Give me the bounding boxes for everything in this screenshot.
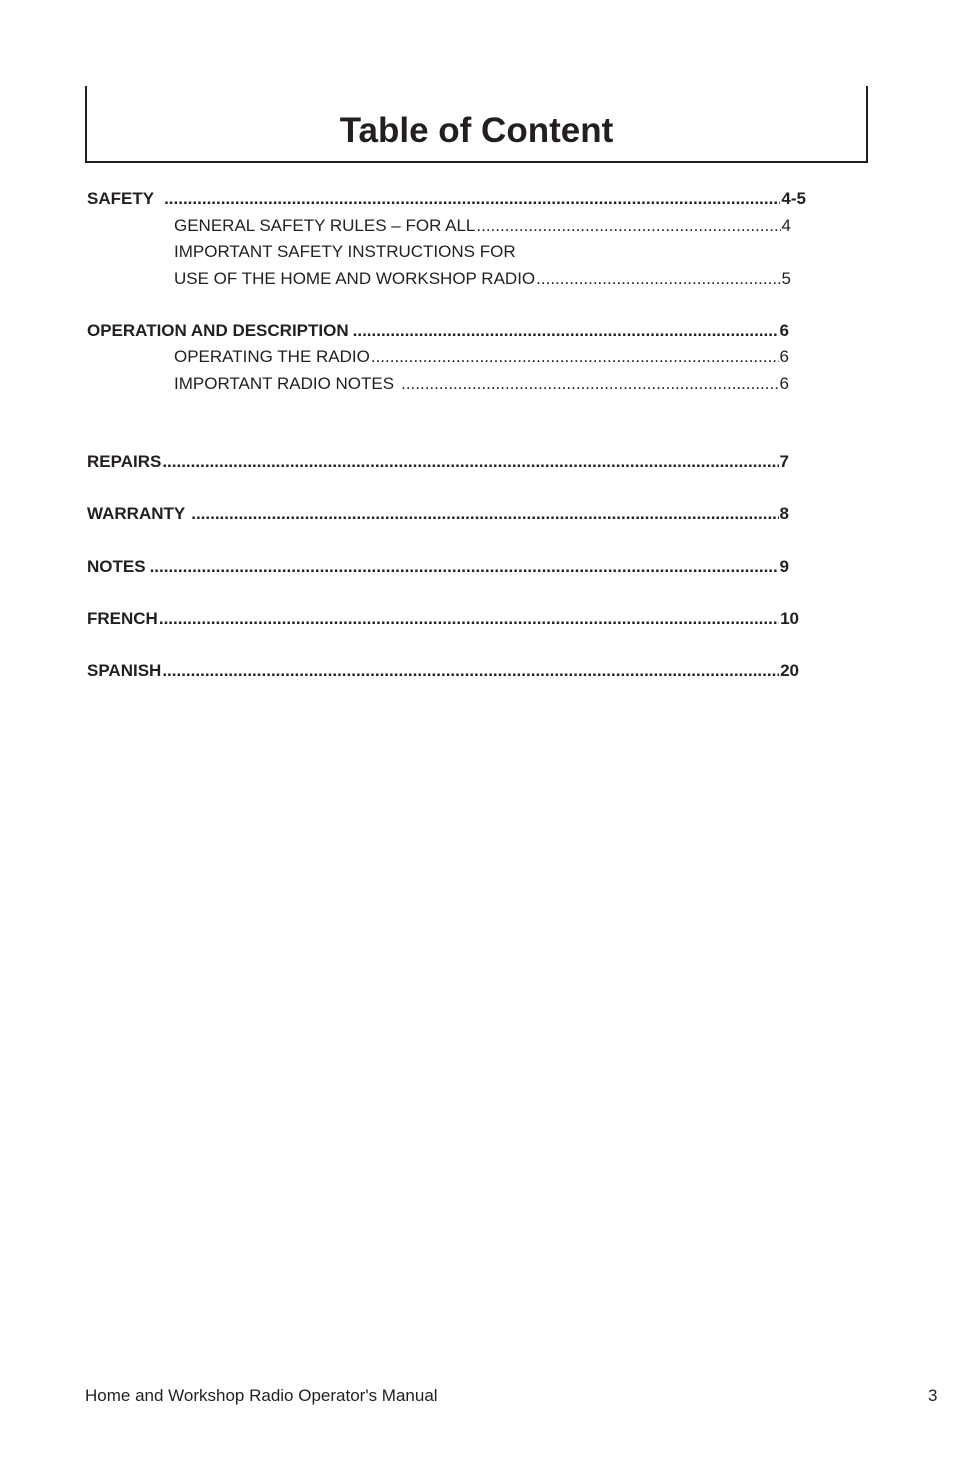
toc-entry-page: 7 xyxy=(779,452,789,471)
dot-leader xyxy=(353,321,779,341)
toc-entry-operating-radio[interactable] xyxy=(174,347,789,367)
dot-leader xyxy=(371,347,779,367)
toc-entry-page: 6 xyxy=(779,374,789,393)
toc-entry-operation[interactable] xyxy=(87,321,789,341)
dot-leader xyxy=(401,374,778,394)
toc-entry-label: OPERATION AND DESCRIPTION xyxy=(87,321,349,340)
dot-leader xyxy=(162,661,779,681)
toc-entry-spanish[interactable] xyxy=(87,661,799,681)
dot-leader xyxy=(162,452,778,472)
dot-leader xyxy=(536,269,780,289)
toc-entry-page: 5 xyxy=(781,269,791,288)
toc-entry-page: 8 xyxy=(779,504,789,523)
toc-entry-warranty[interactable] xyxy=(87,504,789,524)
toc-entry-page: 20 xyxy=(780,661,799,680)
toc-entry-radio-notes[interactable] xyxy=(174,374,789,394)
toc-entry-label: NOTES xyxy=(87,557,146,576)
footer-manual-title: Home and Workshop Radio Operator's Manual xyxy=(85,1386,438,1405)
toc-entry-safety[interactable] xyxy=(87,189,806,209)
title-box xyxy=(85,86,868,163)
dot-leader xyxy=(164,189,780,209)
toc-entry-label: WARRANTY xyxy=(87,504,186,523)
dot-leader xyxy=(191,504,778,524)
toc-entry-page: 10 xyxy=(780,609,799,628)
toc-entry-label: IMPORTANT RADIO NOTES xyxy=(174,374,395,393)
toc-entry-label: OPERATING THE RADIO xyxy=(174,347,370,366)
dot-leader xyxy=(159,609,779,629)
toc-entry-general-safety[interactable] xyxy=(174,216,791,236)
toc-entry-french[interactable] xyxy=(87,609,799,629)
toc-entry-label: REPAIRS xyxy=(87,452,162,471)
page-title: Table of Content xyxy=(339,111,614,150)
toc-entry-page: 4-5 xyxy=(781,189,806,208)
footer-page-number: 3 xyxy=(928,1386,938,1405)
toc-entry-repairs[interactable] xyxy=(87,452,789,472)
toc-entry-page: 6 xyxy=(779,321,789,340)
toc-entry-important-safety[interactable] xyxy=(174,269,791,289)
toc-entry-label: SAFETY xyxy=(87,189,155,208)
dot-leader xyxy=(150,557,779,577)
toc-entry-label: GENERAL SAFETY RULES – FOR ALL xyxy=(174,216,476,235)
toc-entry-notes[interactable] xyxy=(87,557,789,577)
toc-entry-page: 4 xyxy=(781,216,791,235)
dot-leader xyxy=(476,216,780,236)
toc-entry-label: SPANISH xyxy=(87,661,162,680)
toc-entry-page: 6 xyxy=(779,347,789,366)
toc-entry-important-safety-line1: IMPORTANT SAFETY INSTRUCTIONS FOR xyxy=(174,242,516,261)
toc-entry-page: 9 xyxy=(779,557,789,576)
toc-entry-label: USE OF THE HOME AND WORKSHOP RADIO xyxy=(174,269,536,288)
toc-entry-label: FRENCH xyxy=(87,609,158,628)
